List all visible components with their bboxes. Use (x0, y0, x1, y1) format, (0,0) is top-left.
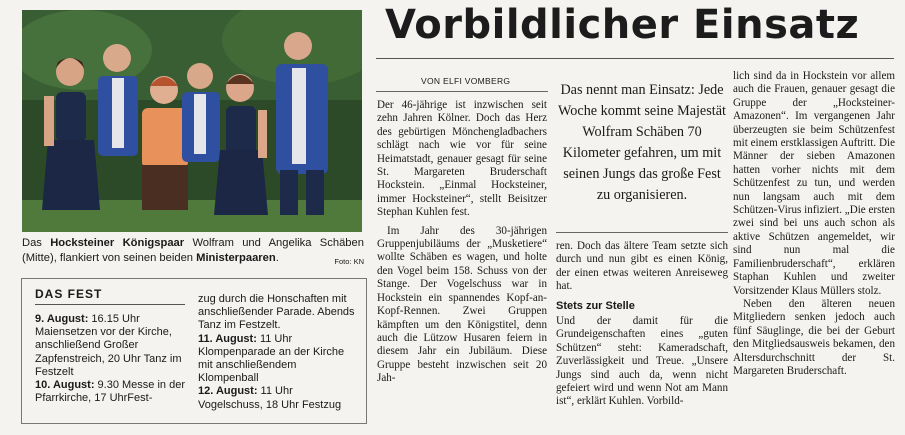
caption-bold-royal-couple: Hocksteiner Königspaar (50, 237, 185, 249)
caption-text-mid: Wolfram und Angelika Schäben (Mitte), flankiert von seinen beiden (22, 237, 364, 264)
schedule-date: 9. August: (35, 313, 89, 325)
article-paragraph: Neben den älteren neuen Mitgliedern senken jedoch auch fünf Säuglinge, die bei der Geburt den Mitgliedsausweis bekamen, den Altersdurchschnitt der St. Margareten Bruderschaft. (733, 297, 895, 377)
byline-rule (376, 91, 548, 92)
article-column-3 (733, 70, 895, 378)
article-headline: Vorbildlicher Einsatz (385, 2, 860, 48)
photo-illustration (22, 10, 362, 232)
caption-bold-minister-couples: Ministerpaaren (196, 251, 276, 264)
article-byline: VON ELFI VOMBERG (421, 76, 511, 86)
event-schedule-box (21, 278, 367, 424)
schedule-date: 11. August: (198, 332, 257, 345)
schedule-entry (35, 379, 187, 405)
article-paragraph: ren. Doch das ältere Team setzte sich durch und nun gibt es einen König, der einen etwas weiteren Anreiseweg hat. (556, 240, 728, 293)
pull-quote: Das nennt man Einsatz: Jede Woche kommt seine Majestät Wolfram Schäben 70 Kilometer gefahren, um mit seinen Jungs das große Fest zu organisieren. (558, 82, 726, 203)
article-column-2 (556, 240, 728, 409)
schedule-text: 11 Uhr Vogelschuss, 18 Uhr Festzug (198, 385, 342, 411)
article-column-1 (377, 99, 547, 386)
article-subheading: Stets zur Stelle (556, 299, 635, 312)
schedule-text: zug durch die Honschaften mit anschließender Parade. Abends Tanz im Festzelt. (198, 293, 355, 332)
schedule-entry (198, 333, 356, 386)
article-paragraph: Der 46-jährige ist inzwischen seit zehn Jahren Kölner. Doch das Herz des gebürtigen Mönchengladbachers schlägt nach wie vor für seine Heimatstadt, genauer gesagt für seine St. Margareten Bruderschaft Hockstein. „Einmal Hocksteiner, immer Hocksteiner“, stellt Beisitzer Stephan Kuhlen fest. (377, 99, 547, 219)
article-paragraph: lich sind da in Hockstein vor allem auch die Frauen, genauer gesagt die Gruppe der „Hocksteiner-Amazonen“. Im vergangenen Jahr überzeugten sie beim Schützenfest mit einem erstklassigen Auftritt. Die Männer der sieben Amazonen hatten vorher nichts mit dem Schützenfest zu tun, und werden nun langsam auch mit dem Schützen-Virus infiziert. „Die ersten zwei sind bei uns auch schon als aktive Schützen angemeldet, wir sind nun mal die Familienbruderschaft“, erklären Staphan Kuhlen und zweiter Vorsitzender Klaus Müllers stolz. (733, 70, 895, 297)
schedule-entry (35, 313, 187, 379)
article-paragraph: Und der damit für die Grundeigenschaften eines „guten Schützen“ steht: Kameradschaft, Zuverlässigkeit und Treue. „Unsere Jungs sind auch da, wenn nicht gefeiert wird und wenn Not am Mann ist“, erklärt Kuhlen. Vorbild- (556, 315, 728, 408)
schedule-column-left (35, 313, 187, 405)
schedule-text: 9.30 Messe in der Pfarrkirche, 17 UhrFest- (35, 379, 185, 405)
article-paragraph: Im Jahr des 30-jährigen Gruppenjubiläums der „Musketiere“ wollte Schäben es wagen, und holte den Vogel beim 158. Schuss von der Stange. Der Vogelschuss war in Hockstein ein spannendes Kopf-an-Kopf-Rennen. Zwei Gruppen kämpften um den Königstitel, denn auch die Lützow Husaren feiern in diesem Jahr ein Jubiläum. Diese Gruppe besteht inzwischen seit 20 Jah- (377, 224, 547, 385)
schedule-entry (198, 385, 356, 411)
caption-text-pre: Das (22, 237, 51, 249)
caption-text-post: . (275, 251, 279, 264)
pull-quote-rule (556, 232, 728, 233)
schedule-column-right (198, 293, 356, 412)
schedule-entry (198, 293, 356, 333)
photo-caption (22, 236, 364, 269)
schedule-date: 12. August: (198, 385, 258, 398)
schedule-title: DAS FEST (35, 287, 103, 301)
headline-rule (376, 58, 894, 59)
schedule-text: 16.15 Uhr Maiensetzen vor der Kirche, anschließend Großer Zapfenstreich, 20 Uhr Tanz im Festzelt (35, 313, 182, 378)
group-photo (22, 10, 362, 232)
schedule-title-rule (35, 304, 185, 305)
schedule-text: 11 Uhr Klompenparade an der Kirche mit anschließendem Klompenball (198, 332, 345, 385)
schedule-date: 10. August: (35, 379, 95, 392)
photo-credit: Foto: KN (334, 256, 364, 266)
